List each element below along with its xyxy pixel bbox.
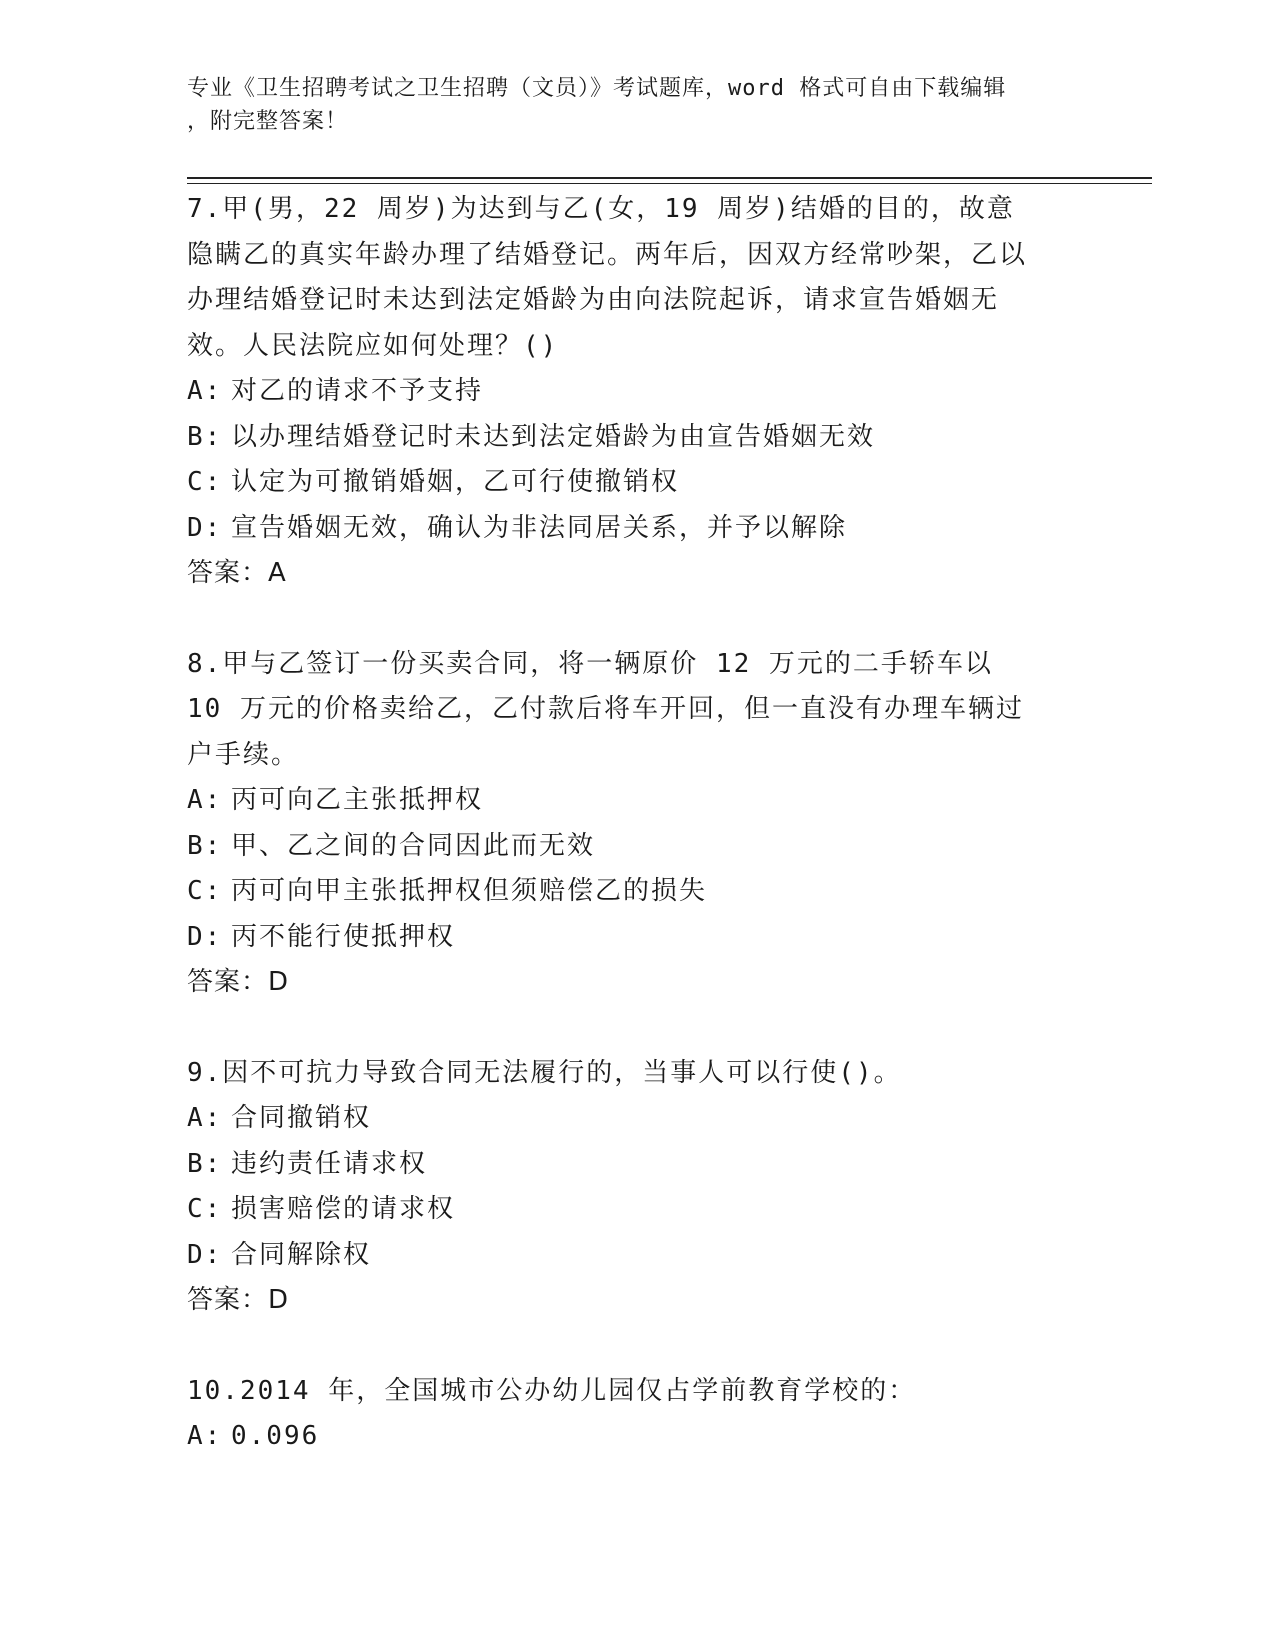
option-text: 损害赔偿的请求权 — [231, 1194, 456, 1224]
option-letter: A: — [187, 1421, 223, 1451]
answer-label: 答案：D — [187, 1285, 290, 1315]
spacer — [187, 597, 1087, 642]
option-a — [187, 1096, 1087, 1142]
question-8 — [187, 642, 1087, 1006]
option-text: 以办理结婚登记时未达到法定婚龄为由宣告婚姻无效 — [231, 421, 876, 452]
option-c — [187, 1187, 1087, 1233]
option-a — [187, 1414, 1087, 1460]
option-letter: C: — [187, 467, 223, 497]
answer-label: 答案：D — [187, 967, 290, 997]
option-text: 0.096 — [231, 1421, 320, 1451]
option-b — [187, 1142, 1087, 1188]
option-letter: B: — [187, 830, 223, 861]
option-letter: C: — [187, 876, 223, 906]
option-a — [187, 369, 1087, 415]
question-list — [187, 187, 1087, 1460]
option-b — [187, 415, 1087, 461]
option-d — [187, 1233, 1087, 1279]
option-text: 合同撤销权 — [231, 1103, 372, 1133]
option-c — [187, 869, 1087, 915]
option-d — [187, 506, 1087, 552]
question-10 — [187, 1369, 1087, 1460]
option-letter: B: — [187, 1148, 223, 1179]
option-letter: D: — [187, 921, 223, 952]
option-letter: A: — [187, 785, 223, 815]
option-letter: A: — [187, 376, 223, 406]
option-text: 合同解除权 — [231, 1239, 372, 1270]
option-text: 认定为可撤销婚姻，乙可行使撤销权 — [231, 467, 680, 497]
question-stem: 9.因不可抗力导致合同无法履行的，当事人可以行使()。 — [187, 1057, 902, 1088]
question-7 — [187, 187, 1087, 597]
question-9 — [187, 1051, 1087, 1324]
question-stem: 7.甲(男，22 周岁)为达到与乙(女，19 周岁)结婚的目的，故意隐瞒乙的真实年龄办理了结婚登记。两年后，因双方经常吵架，乙以办理结婚登记时未达到法定婚龄为由向法院起诉，请求宣告婚姻无效。人民法院应如何处理？() — [187, 194, 1028, 361]
option-text: 宣告婚姻无效，确认为非法同居关系，并予以解除 — [231, 512, 848, 543]
option-letter: B: — [187, 421, 223, 452]
header-divider-thick — [187, 177, 1152, 179]
document-header — [187, 72, 1067, 138]
answer-label: 答案：A — [187, 558, 287, 588]
question-stem: 8.甲与乙签订一份买卖合同，将一辆原价 12 万元的二手轿车以 10 万元的价格卖给乙，乙付款后将车开回，但一直没有办理车辆过户手续。 — [187, 648, 1024, 770]
option-text: 对乙的请求不予支持 — [231, 376, 484, 406]
option-text: 甲、乙之间的合同因此而无效 — [231, 830, 596, 861]
header-line-1: 专业《卫生招聘考试之卫生招聘（文员）》考试题库，word 格式可自由下载编辑 — [187, 76, 1007, 101]
option-text: 丙可向乙主张抵押权 — [231, 785, 484, 815]
option-a — [187, 778, 1087, 824]
option-c — [187, 460, 1087, 506]
option-d — [187, 915, 1087, 961]
option-letter: C: — [187, 1194, 223, 1224]
option-letter: D: — [187, 512, 223, 543]
question-stem: 10.2014 年，全国城市公办幼儿园仅占学前教育学校的： — [187, 1375, 917, 1406]
header-line-2: ，附完整答案！ — [187, 109, 349, 134]
option-letter: A: — [187, 1103, 223, 1133]
header-divider-thin — [187, 183, 1152, 184]
spacer — [187, 1324, 1087, 1369]
option-text: 违约责任请求权 — [231, 1148, 428, 1179]
option-letter: D: — [187, 1239, 223, 1270]
option-text: 丙不能行使抵押权 — [231, 921, 456, 952]
spacer — [187, 1006, 1087, 1051]
option-b — [187, 824, 1087, 870]
option-text: 丙可向甲主张抵押权但须赔偿乙的损失 — [231, 876, 708, 906]
